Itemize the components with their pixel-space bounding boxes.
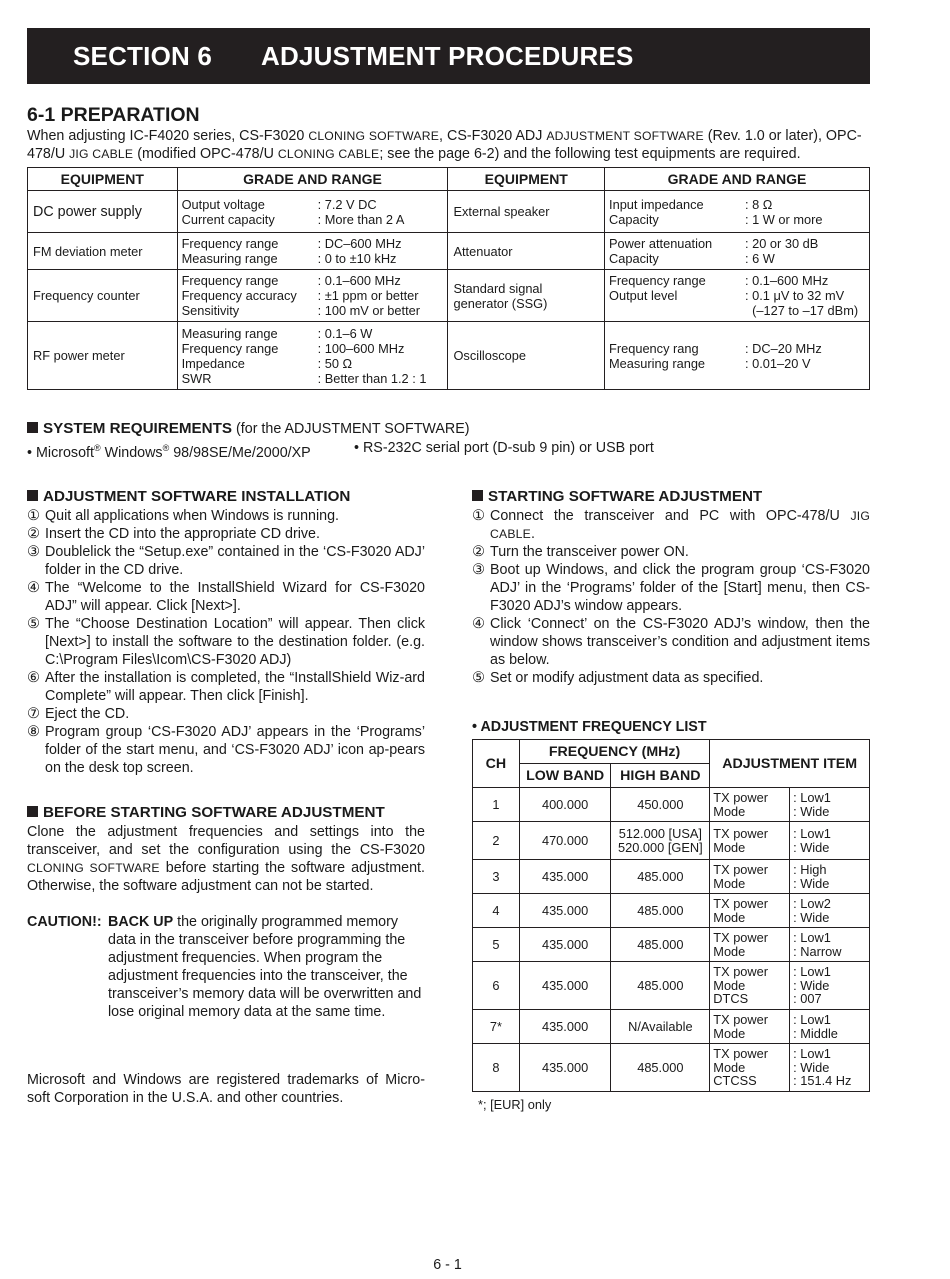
section-banner: [27, 28, 870, 84]
step-text: Boot up Windows, and click the program group ‘CS-F3020 ADJ’ in the ‘Programs’ folder of the [Start] menu, then CS-F3020 ADJ’s window appears.: [490, 562, 870, 614]
port-requirement: • RS-232C serial port (D-sub 9 pin) or USB port: [354, 440, 654, 456]
step-text: Doublelick the “Setup.exe” contained in the ‘CS-F3020 ADJ’ folder in the CD drive.: [45, 544, 425, 578]
square-bullet-icon: [27, 422, 38, 433]
spec-value: : 100 mV or better: [317, 303, 421, 318]
spec-value: : 0.1–600 MHz : 0.1 μV to 32 mV (–127 to –17 dBm): [745, 273, 859, 318]
header-frequency: FREQUENCY (MHz): [519, 740, 710, 764]
spec-label: Frequency range: [181, 236, 279, 251]
spec-value: : ±1 ppm or better: [317, 288, 419, 303]
table-row: [473, 1010, 870, 1044]
table-row: [28, 191, 870, 233]
spec-value: : DC–20 MHz: [745, 340, 822, 356]
intro-text: (Rev. 1.0 or later), OPC-478/U: [27, 128, 862, 162]
spec-line: [182, 326, 444, 341]
spec-value: : 0.01–20 V: [745, 355, 811, 371]
adjustment-item-cell: TX power Mode: [710, 860, 790, 894]
step-number: ⑤: [472, 670, 485, 686]
spec-line: [182, 251, 444, 266]
spec-label: Input impedance: [609, 196, 704, 212]
table-row: [473, 1044, 870, 1092]
high-band-cell: 485.000: [611, 962, 710, 1010]
preparation-intro: [27, 127, 870, 163]
list-item: [27, 615, 425, 669]
table-row: [473, 894, 870, 928]
spec-line: [182, 303, 444, 318]
list-item: [472, 561, 870, 615]
intro-text: When adjusting IC-F4020 series, CS-F3020: [27, 128, 309, 144]
spec-label: Current capacity: [181, 211, 275, 227]
table-row: [473, 928, 870, 962]
step-text: Turn the transceiver power ON.: [490, 544, 689, 560]
step-text: After the installation is completed, the “InstallShield Wiz-ard Complete” will appear. Then click [Finish].: [45, 670, 425, 704]
step-number: ⑥: [27, 670, 40, 686]
header-grade-range: GRADE AND RANGE: [605, 168, 870, 191]
spec-line: [182, 273, 444, 288]
adjustment-item-cell: TX power Mode: [710, 1010, 790, 1044]
equipment-table-header: [28, 168, 870, 191]
step-text: The “Choose Destination Location” will appear. Then click [Next>] to install the software to the destination folder. (e.g. C:\Program Files\Icom\CS-F3020 ADJ): [45, 616, 425, 668]
low-band-cell: 435.000: [519, 1010, 611, 1044]
spec-line: [609, 341, 865, 356]
high-band-cell: 485.000: [611, 860, 710, 894]
equipment-name: Attenuator: [448, 233, 605, 270]
adjustment-value-cell: : Low1 : Wide : 007: [790, 962, 870, 1010]
spec-label: Impedance: [181, 355, 245, 371]
table-row: [28, 233, 870, 270]
intro-text: ; see the page 6-2) and the following test equipments are required.: [379, 146, 801, 162]
spec-label: SWR: [181, 370, 212, 386]
ch-cell: 1: [473, 788, 520, 822]
ch-cell: 3: [473, 860, 520, 894]
spec-value: : 0.1–6 W: [317, 325, 373, 341]
spec-line: [182, 371, 444, 386]
list-item: [472, 669, 870, 687]
low-band-cell: 435.000: [519, 860, 611, 894]
header-equipment: EQUIPMENT: [28, 168, 178, 191]
spec-line: [182, 356, 444, 371]
spec-label: Capacity: [609, 211, 659, 227]
grade-range-cell: [177, 233, 448, 270]
low-band-cell: 435.000: [519, 962, 611, 1010]
adjustment-item-cell: TX power Mode: [710, 822, 790, 860]
step-number: ④: [27, 580, 40, 596]
step-text: Quit all applications when Windows is running.: [45, 508, 340, 524]
adjustment-value-cell: : Low1 : Narrow: [790, 928, 870, 962]
page-number: 6 - 1: [433, 1257, 462, 1273]
header-adjustment-item: ADJUSTMENT ITEM: [710, 740, 870, 788]
ch-cell: 6: [473, 962, 520, 1010]
spec-value: : 20 or 30 dB: [745, 236, 819, 251]
step-text: Program group ‘CS-F3020 ADJ’ appears in the ‘Programs’ folder of the start menu, and ‘CS-F3020 ADJ’ icon ap-pears on the desk top screen.: [45, 724, 425, 776]
install-steps: [27, 507, 425, 777]
high-band-cell: 512.000 [USA] 520.000 [GEN]: [611, 822, 710, 860]
spec-line: [609, 356, 865, 371]
ch-cell: 2: [473, 822, 520, 860]
spec-value: : 0 to ±10 kHz: [317, 251, 397, 266]
ch-cell: 8: [473, 1044, 520, 1092]
list-item: [27, 723, 425, 777]
spec-label: Frequency accuracy: [181, 288, 297, 303]
spec-line: [182, 212, 444, 227]
spec-label: Sensitivity: [181, 303, 240, 318]
grade-range-cell: [605, 322, 870, 390]
list-item: [472, 615, 870, 669]
list-item: [472, 543, 870, 561]
spec-label: Output voltage: [181, 196, 265, 212]
high-band-cell: 485.000: [611, 894, 710, 928]
step-text: Click ‘Connect’ on the CS-F3020 ADJ’s window, then the window shows transceiver’s condition and adjustment items as below.: [490, 616, 870, 668]
adjustment-item-cell: TX power Mode: [710, 788, 790, 822]
spec-value: : 0.1–600 MHz: [317, 273, 401, 288]
equipment-name: Frequency counter: [28, 270, 178, 322]
grade-range-cell: [605, 270, 870, 322]
low-band-cell: 435.000: [519, 894, 611, 928]
section-number: SECTION 6: [73, 41, 213, 71]
adjustment-item-cell: TX power Mode CTCSS: [710, 1044, 790, 1092]
spec-line: [609, 197, 865, 212]
step-number: ⑤: [27, 616, 40, 632]
spec-line: [182, 341, 444, 356]
step-number: ③: [472, 562, 485, 578]
spec-value: : More than 2 A: [317, 211, 405, 227]
step-number: ②: [27, 526, 40, 542]
spec-value: : 1 W or more: [745, 211, 823, 227]
ch-cell: 4: [473, 894, 520, 928]
header-low-band: LOW BAND: [519, 764, 611, 788]
equipment-name: External speaker: [448, 191, 605, 233]
table-row: [473, 860, 870, 894]
spec-line: [609, 251, 865, 266]
spec-label: Frequency range Output level: [609, 273, 706, 303]
adjustment-item-cell: TX power Mode: [710, 928, 790, 962]
spec-label: Measuring range: [181, 251, 278, 266]
list-item: ① Connect the transceiver and PC with OPC-478/U JIG CABLE.: [472, 508, 870, 542]
grade-range-cell: [177, 322, 448, 390]
spec-label: Frequency rang: [609, 340, 699, 356]
product-name-smallcaps: ADJUSTMENT SOFTWARE: [546, 129, 704, 143]
table-row: [473, 788, 870, 822]
system-requirements-heading: SYSTEM REQUIREMENTS (for the ADJUSTMENT SOFTWARE): [27, 420, 470, 437]
spec-value: : Better than 1.2 : 1: [317, 370, 427, 386]
product-name-smallcaps: CLONING CABLE: [277, 147, 380, 161]
step-text: The “Welcome to the InstallShield Wizard for CS-F3020 ADJ” will appear. Click [Next>].: [45, 580, 425, 614]
equipment-name: FM deviation meter: [28, 233, 178, 270]
spec-line: [182, 197, 444, 212]
spec-value: : 7.2 V DC: [317, 196, 377, 212]
equipment-name: RF power meter: [28, 322, 178, 390]
equipment-name: Oscilloscope: [448, 322, 605, 390]
step-text: Set or modify adjustment data as specified.: [490, 670, 764, 686]
product-name-smallcaps: JIG CABLE: [69, 147, 134, 161]
section-title: ADJUSTMENT PROCEDURES: [261, 41, 634, 71]
step-text: Eject the CD.: [45, 706, 130, 722]
trademark-note: Microsoft and Windows are registered trademarks of Micro-soft Corporation in the U.S.A. and other countries.: [27, 1072, 425, 1106]
intro-text: (modified OPC-478/U: [133, 146, 278, 162]
frequency-list-heading: • ADJUSTMENT FREQUENCY LIST: [472, 719, 707, 735]
spec-value: : DC–600 MHz: [317, 236, 402, 251]
list-item: [27, 525, 425, 543]
adjustment-item-cell: TX power Mode: [710, 894, 790, 928]
spec-label: Frequency range: [181, 340, 279, 356]
square-bullet-icon: [472, 490, 483, 501]
spec-value: : 50 Ω: [317, 355, 353, 371]
step-number: ⑧: [27, 724, 40, 740]
header-high-band: HIGH BAND: [611, 764, 710, 788]
list-item: [27, 543, 425, 579]
header-ch: CH: [473, 740, 520, 788]
adjustment-value-cell: : Low1 : Middle: [790, 1010, 870, 1044]
product-name-smallcaps: CLONING SOFTWARE: [308, 129, 440, 143]
step-text: Insert the CD into the appropriate CD drive.: [45, 526, 320, 542]
table-row: [28, 322, 870, 390]
grade-range-cell: [605, 233, 870, 270]
low-band-cell: 435.000: [519, 928, 611, 962]
spec-label: Capacity: [609, 251, 659, 266]
adjustment-value-cell: : Low2 : Wide: [790, 894, 870, 928]
spec-line: [182, 236, 444, 251]
caution-text: BACK UP the originally programmed memory data in the transceiver before programming the adjustment frequencies. When program the adjustment frequencies into the transceiver, the transceiver’s memory data will be overwritten and lose original memory data at the same time.: [108, 914, 422, 1020]
grade-range-cell: [605, 191, 870, 233]
header-grade-range: GRADE AND RANGE: [177, 168, 448, 191]
step-number: ①: [27, 508, 40, 524]
frequency-footnote: *; [EUR] only: [478, 1097, 552, 1112]
equipment-name: DC power supply: [28, 191, 178, 233]
high-band-cell: 485.000: [611, 928, 710, 962]
spec-line: [609, 212, 865, 227]
starting-steps: [472, 507, 870, 687]
caution-label: CAUTION!:: [27, 914, 102, 930]
step-number: ③: [27, 544, 40, 560]
step-number: ②: [472, 544, 485, 560]
high-band-cell: N/Available: [611, 1010, 710, 1044]
spec-value: : 100–600 MHz: [317, 340, 405, 356]
spec-value: : 6 W: [745, 251, 775, 266]
adjustment-value-cell: : Low1 : Wide: [790, 788, 870, 822]
spec-label: Frequency range: [181, 273, 279, 288]
ch-cell: 5: [473, 928, 520, 962]
table-row: [473, 822, 870, 860]
spec-value: : 8 Ω: [745, 196, 773, 212]
list-item: [27, 579, 425, 615]
table-row: [28, 270, 870, 322]
step-number: ④: [472, 616, 485, 632]
equipment-name: Standard signal generator (SSG): [448, 270, 605, 322]
square-bullet-icon: [27, 806, 38, 817]
square-bullet-icon: [27, 490, 38, 501]
table-row: [473, 962, 870, 1010]
list-item: [27, 669, 425, 705]
grade-range-cell: [177, 191, 448, 233]
low-band-cell: 470.000: [519, 822, 611, 860]
frequency-table: [472, 739, 870, 1092]
install-heading: ADJUSTMENT SOFTWARE INSTALLATION: [27, 488, 350, 505]
step-number: ⑦: [27, 706, 40, 722]
spec-line: [609, 273, 865, 318]
spec-line: [182, 288, 444, 303]
starting-heading: STARTING SOFTWARE ADJUSTMENT: [472, 488, 762, 505]
preparation-heading: 6-1 PREPARATION: [27, 104, 200, 126]
spec-line: [609, 236, 865, 251]
adjustment-value-cell: : High : Wide: [790, 860, 870, 894]
list-item: [27, 705, 425, 723]
spec-label: Power attenuation: [609, 236, 713, 251]
high-band-cell: 485.000: [611, 1044, 710, 1092]
low-band-cell: 400.000: [519, 788, 611, 822]
list-item: [27, 507, 425, 525]
spec-label: Measuring range: [609, 355, 706, 371]
ch-cell: 7*: [473, 1010, 520, 1044]
spec-label: Measuring range: [181, 325, 278, 341]
before-starting-text: Clone the adjustment frequencies and settings into the transceiver, and set the configuration using the CS-F3020 CLONING SOFTWARE before starting the software adjustment. Otherwise, the software adjustment can not be started.: [27, 824, 425, 894]
grade-range-cell: [177, 270, 448, 322]
equipment-table: [27, 167, 870, 390]
header-equipment: EQUIPMENT: [448, 168, 605, 191]
high-band-cell: 450.000: [611, 788, 710, 822]
intro-text: , CS-F3020 ADJ: [439, 128, 547, 144]
adjustment-item-cell: TX power Mode DTCS: [710, 962, 790, 1010]
adjustment-value-cell: : Low1 : Wide : 151.4 Hz: [790, 1044, 870, 1092]
low-band-cell: 435.000: [519, 1044, 611, 1092]
before-starting-heading: BEFORE STARTING SOFTWARE ADJUSTMENT: [27, 804, 385, 821]
os-requirement: • Microsoft® Windows® 98/98SE/Me/2000/XP: [27, 443, 311, 461]
adjustment-value-cell: : Low1 : Wide: [790, 822, 870, 860]
